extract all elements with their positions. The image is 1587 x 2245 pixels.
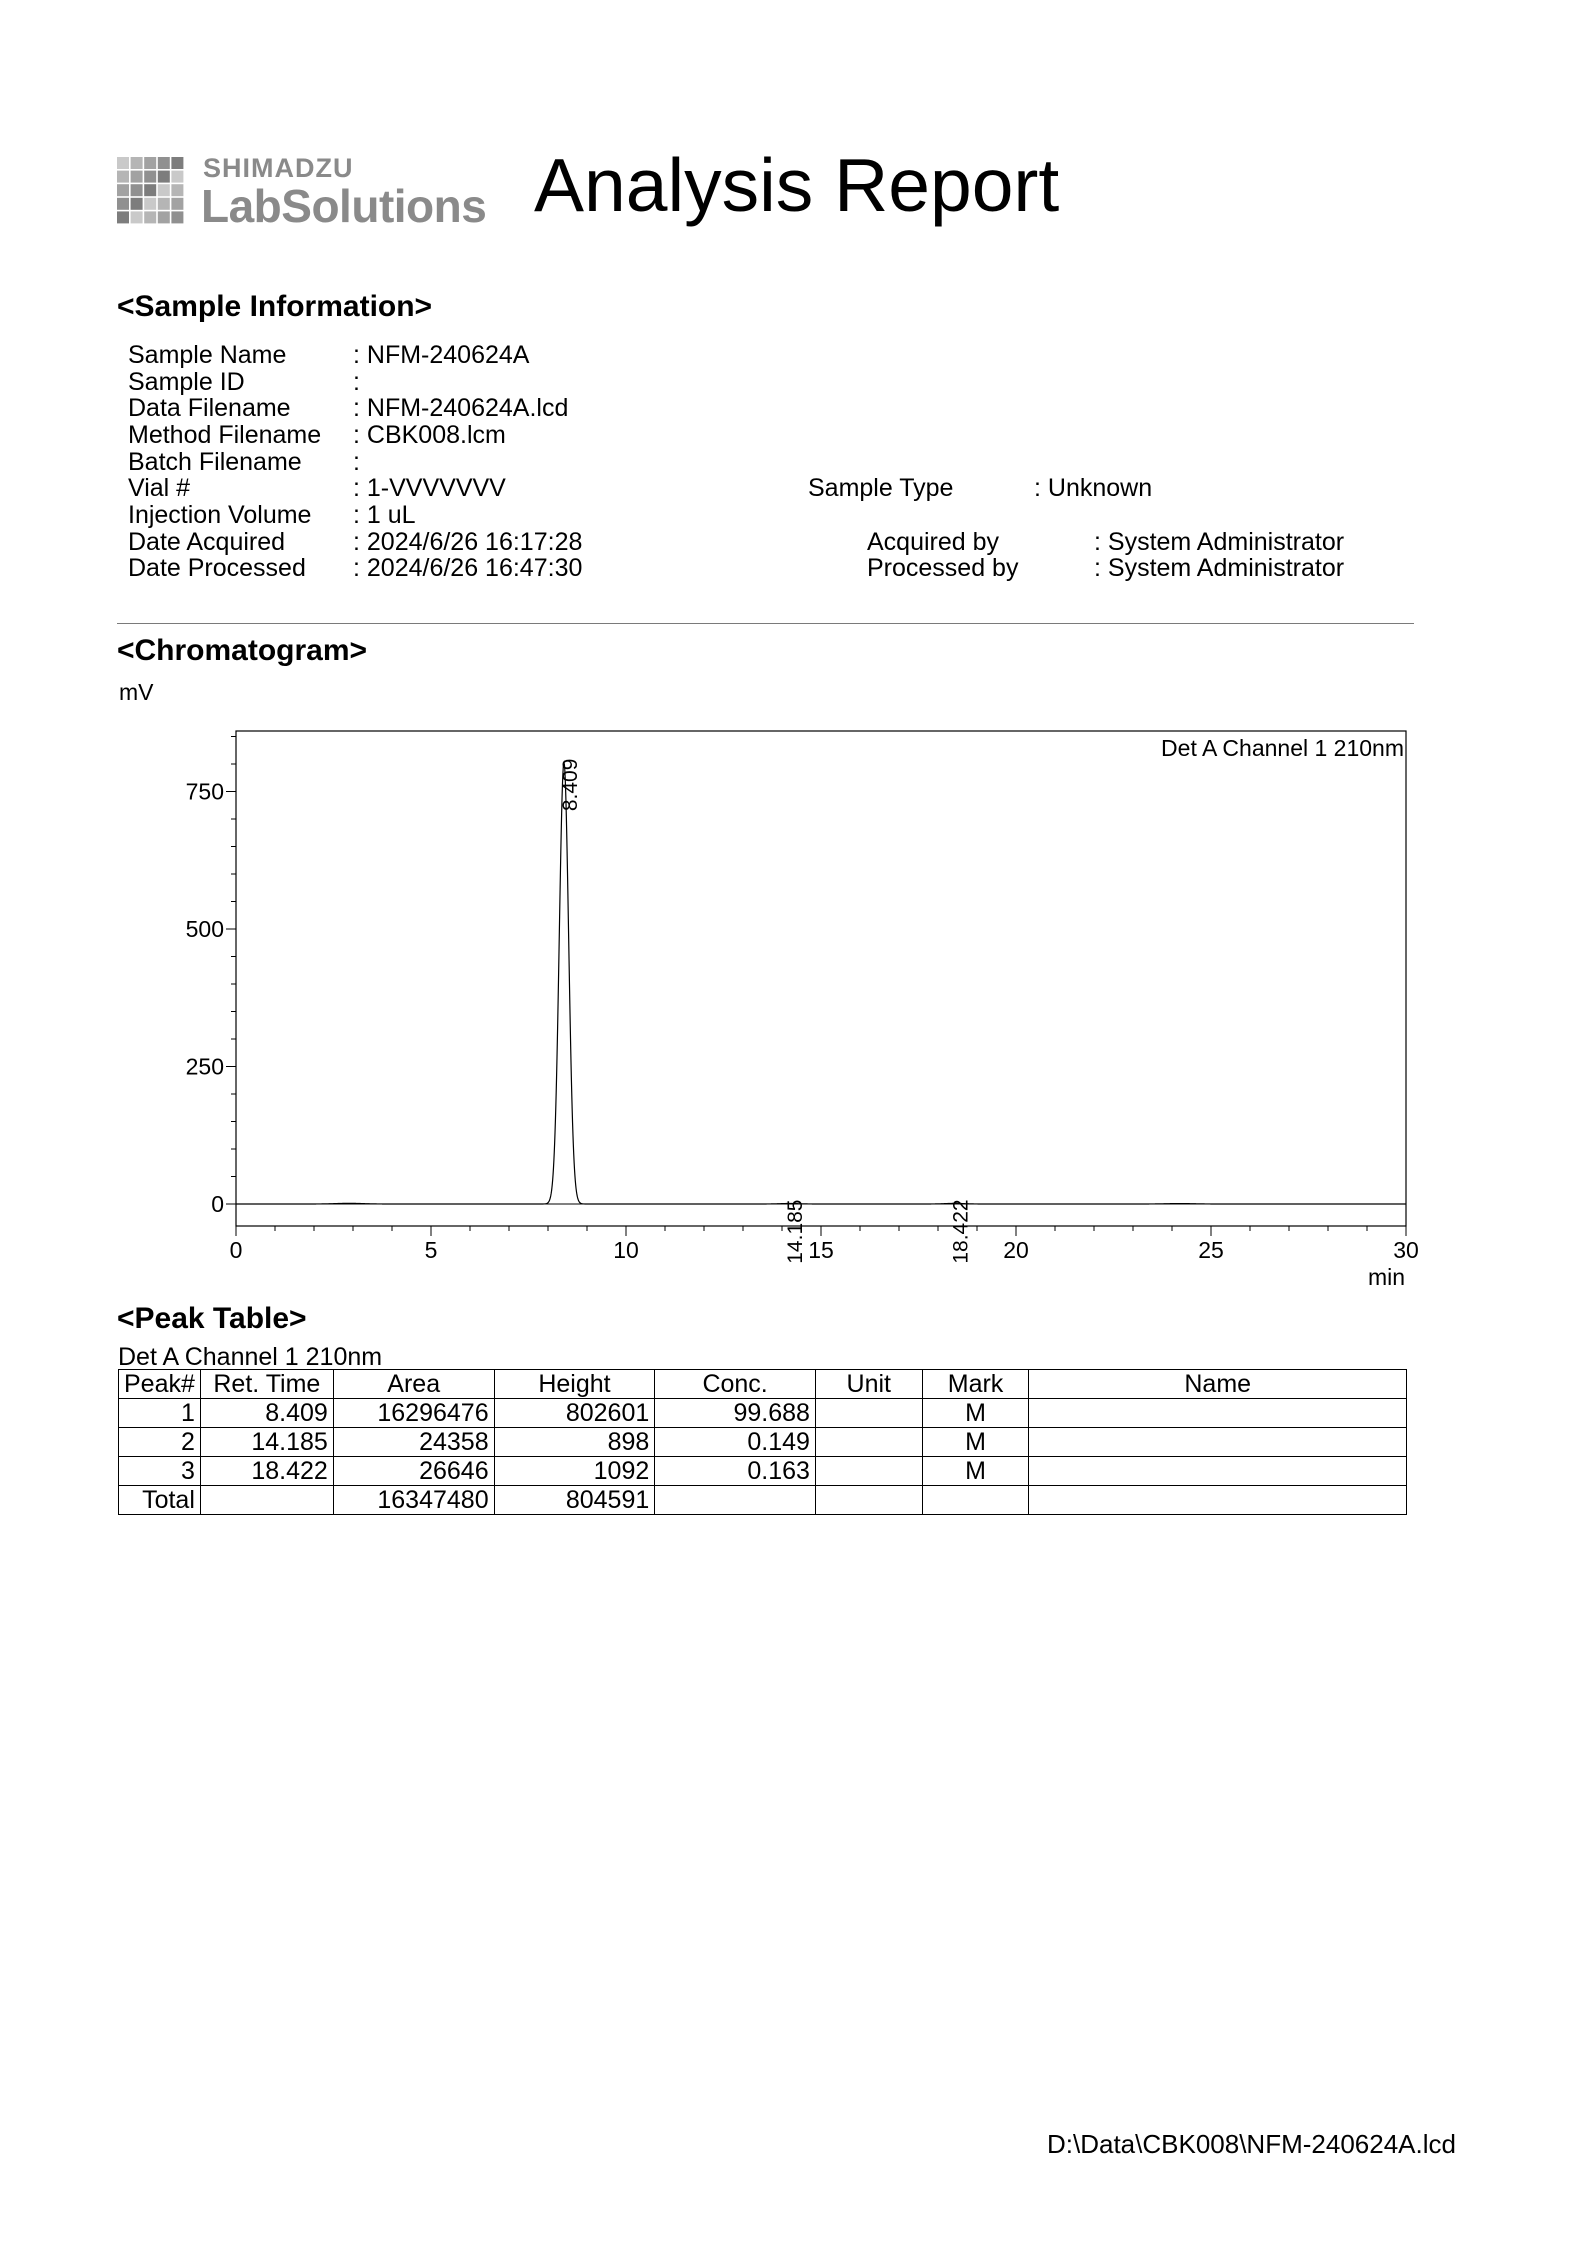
name-cell: [1029, 1457, 1407, 1486]
sample-id-label: Sample ID: [128, 368, 245, 396]
method-filename-label: Method Filename: [128, 421, 322, 449]
sample-name-label: Sample Name: [128, 341, 287, 369]
y-axis-label: mV: [119, 679, 154, 705]
peak-label: 8.409: [558, 758, 582, 812]
column-header: Peak#: [119, 1370, 201, 1399]
sample-information-heading: <Sample Information>: [117, 290, 433, 323]
processed-by-value: : System Administrator: [1094, 554, 1345, 582]
column-header: Height: [494, 1370, 655, 1399]
date-processed-label: Date Processed: [128, 554, 306, 582]
injection-volume-label: Injection Volume: [128, 501, 312, 529]
plot-frame: [236, 731, 1406, 1226]
total-area-cell: 16347480: [333, 1486, 494, 1515]
height-cell: 898: [494, 1428, 655, 1457]
conc-cell: 99.688: [655, 1399, 816, 1428]
table-row: [119, 1428, 1407, 1457]
total-height-cell: 804591: [494, 1486, 655, 1515]
y-tick-label: 250: [185, 1053, 224, 1080]
data-filename-label: Data Filename: [128, 394, 291, 422]
x-axis-label: min: [1367, 1264, 1405, 1290]
ret-time-cell: [200, 1486, 333, 1515]
mark-cell: M: [922, 1399, 1029, 1428]
unit-cell: [815, 1399, 922, 1428]
batch-filename-label: Batch Filename: [128, 448, 302, 476]
peak-table: [118, 1369, 1407, 1515]
mark-cell: M: [922, 1428, 1029, 1457]
brand-name: SHIMADZU: [203, 153, 354, 183]
peak-table-caption: Det A Channel 1 210nm: [118, 1343, 383, 1371]
sample-type-value: : Unknown: [1034, 474, 1153, 502]
vial-label: Vial #: [128, 474, 191, 502]
acquired-by-label: Acquired by: [867, 528, 1000, 556]
data-filename-value: : NFM-240624A.lcd: [353, 394, 569, 422]
x-tick-label: 5: [424, 1237, 438, 1263]
x-tick-label: 30: [1393, 1237, 1419, 1263]
ret-time-cell: 14.185: [200, 1428, 333, 1457]
peak-label: 18.422: [949, 1199, 973, 1264]
chromatogram-trace: [236, 763, 1406, 1204]
table-row: [119, 1399, 1407, 1428]
date-acquired-label: Date Acquired: [128, 528, 286, 556]
peak-label: 14.185: [784, 1199, 808, 1264]
peak-number-cell: 1: [119, 1399, 201, 1428]
ret-time-cell: 8.409: [200, 1399, 333, 1428]
column-header: Unit: [815, 1370, 922, 1399]
y-tick-label: 500: [185, 916, 224, 942]
table-row: [119, 1457, 1407, 1486]
report-title: Analysis Report: [534, 143, 1060, 227]
y-tick-label: 0: [211, 1191, 224, 1217]
peak-number-cell: 2: [119, 1428, 201, 1457]
method-filename-value: : CBK008.lcm: [353, 421, 506, 449]
vial-value: : 1-VVVVVVV: [353, 474, 506, 502]
unit-cell: [815, 1457, 922, 1486]
x-tick-label: 15: [808, 1237, 834, 1263]
x-tick-label: 20: [1003, 1237, 1029, 1263]
conc-cell: 0.163: [655, 1457, 816, 1486]
column-header: Mark: [922, 1370, 1029, 1399]
name-cell: [1029, 1399, 1407, 1428]
unit-cell: [815, 1486, 922, 1515]
sample-name-value: : NFM-240624A: [353, 341, 530, 369]
date-processed-value: : 2024/6/26 16:47:30: [353, 554, 583, 582]
ret-time-cell: 18.422: [200, 1457, 333, 1486]
injection-volume-value: : 1 uL: [353, 501, 416, 529]
area-cell: 16296476: [333, 1399, 494, 1428]
height-cell: 802601: [494, 1399, 655, 1428]
table-header-row: [119, 1370, 1407, 1399]
channel-label: Det A Channel 1 210nm: [1161, 735, 1404, 761]
sample-id-value: :: [353, 368, 360, 396]
conc-cell: 0.149: [655, 1428, 816, 1457]
name-cell: [1029, 1486, 1407, 1515]
date-acquired-value: : 2024/6/26 16:17:28: [353, 528, 583, 556]
column-header: Conc.: [655, 1370, 816, 1399]
peak-table-heading: <Peak Table>: [117, 1302, 307, 1335]
x-tick-label: 0: [229, 1237, 243, 1263]
mark-cell: M: [922, 1457, 1029, 1486]
column-header: Ret. Time: [200, 1370, 333, 1399]
x-tick-label: 10: [613, 1237, 639, 1263]
batch-filename-value: :: [353, 448, 360, 476]
area-cell: 24358: [333, 1428, 494, 1457]
sample-type-label: Sample Type: [808, 474, 954, 502]
conc-cell: [655, 1486, 816, 1515]
name-cell: [1029, 1428, 1407, 1457]
data-file-path: D:\Data\CBK008\NFM-240624A.lcd: [1047, 2129, 1456, 2159]
peak-number-cell: 3: [119, 1457, 201, 1486]
unit-cell: [815, 1428, 922, 1457]
height-cell: 1092: [494, 1457, 655, 1486]
mark-cell: [922, 1486, 1029, 1515]
product-name: LabSolutions: [201, 180, 487, 232]
column-header: Area: [333, 1370, 494, 1399]
table-total-row: [119, 1486, 1407, 1515]
column-header: Name: [1029, 1370, 1407, 1399]
area-cell: 26646: [333, 1457, 494, 1486]
chromatogram-heading: <Chromatogram>: [117, 634, 368, 667]
y-tick-label: 750: [185, 778, 224, 805]
processed-by-label: Processed by: [867, 554, 1019, 582]
acquired-by-value: : System Administrator: [1094, 528, 1345, 556]
x-tick-label: 25: [1198, 1237, 1224, 1263]
total-label-cell: Total: [119, 1486, 201, 1515]
